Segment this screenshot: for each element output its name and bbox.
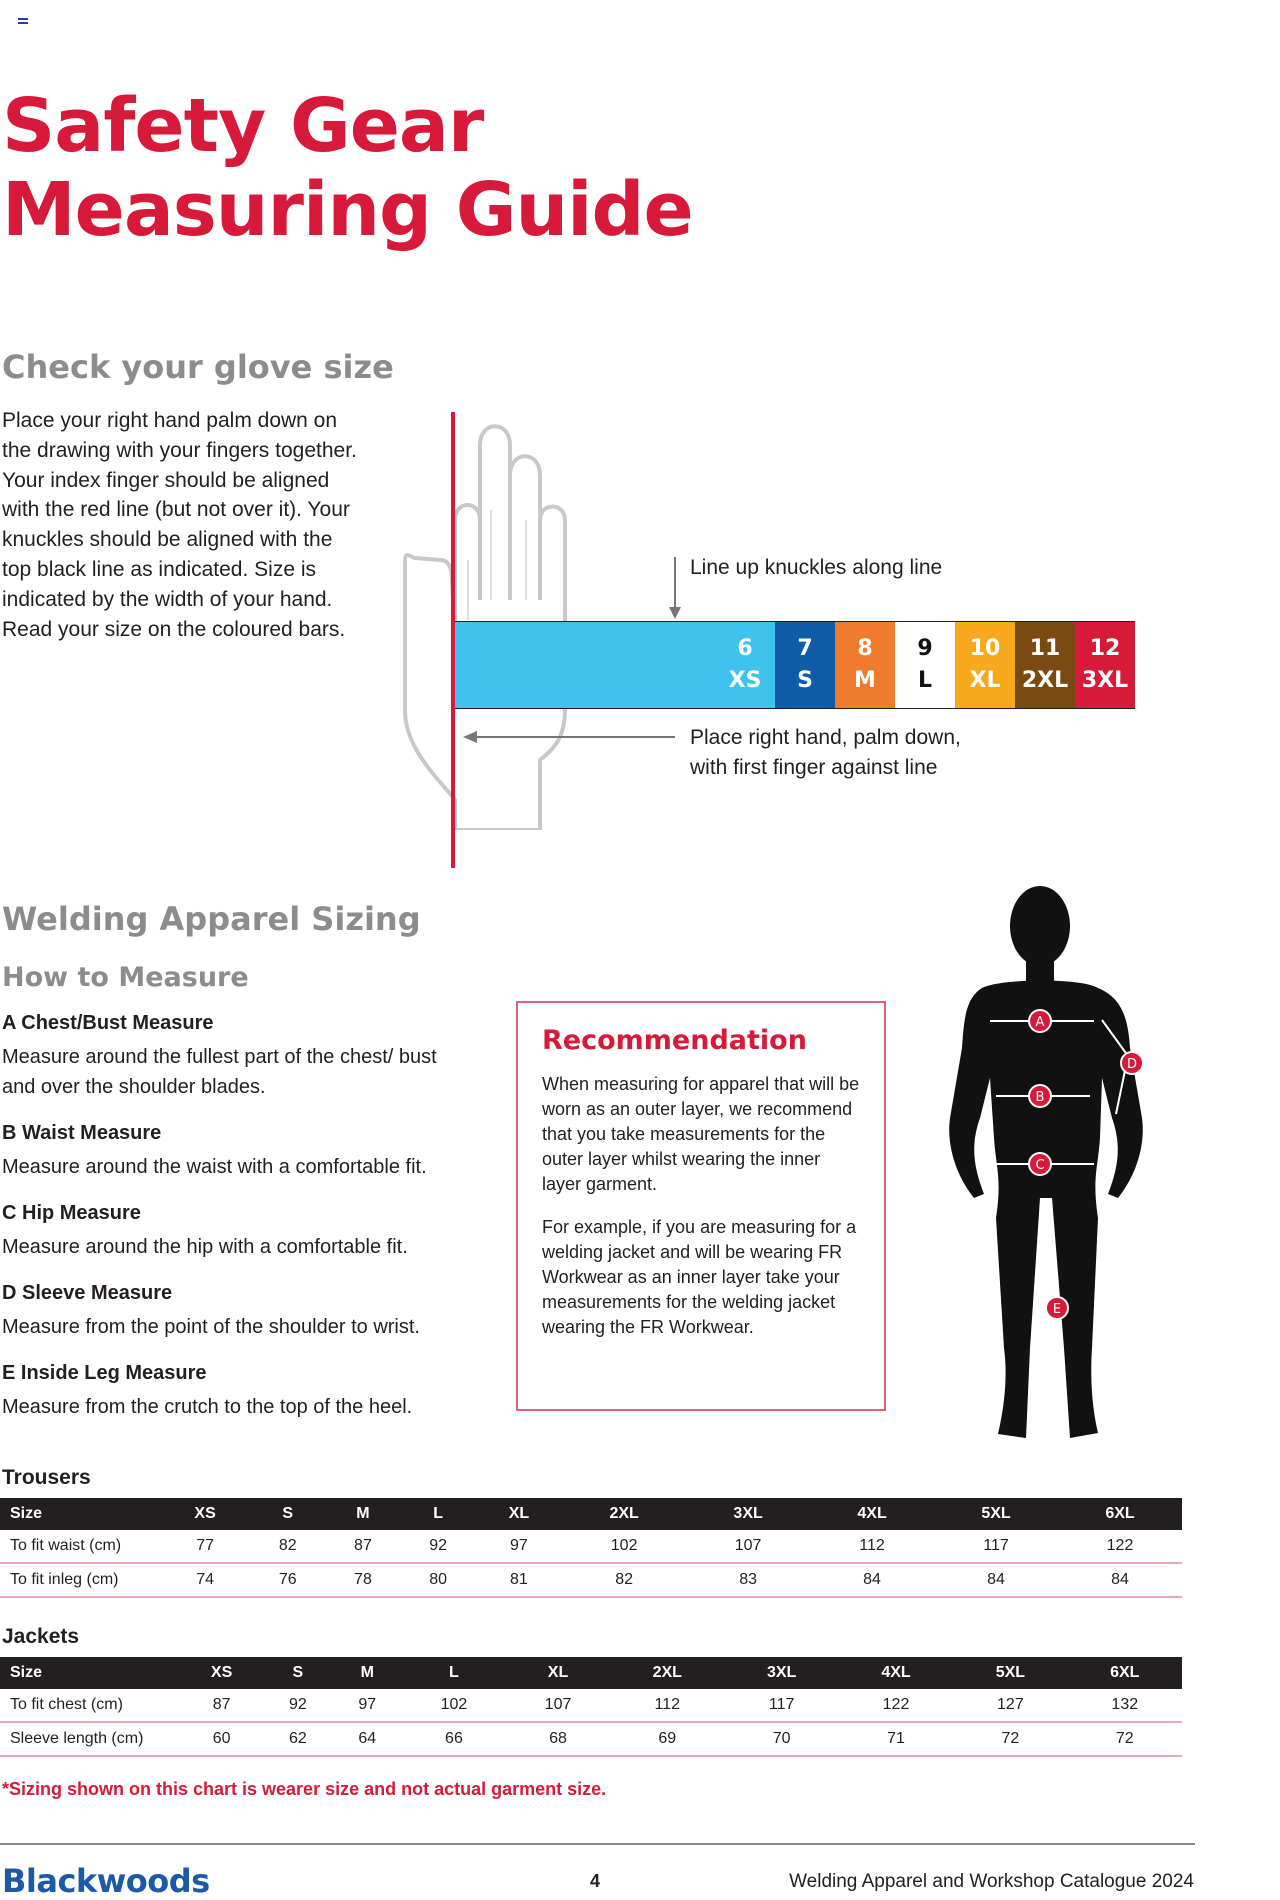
- measure-hip: [2, 1200, 482, 1262]
- table-cell: 107: [506, 1689, 610, 1722]
- measure-desc: Measure from the crutch to the top of the heel.: [2, 1396, 413, 1418]
- measure-chest: [2, 1010, 482, 1102]
- header-cell: 6XL: [1058, 1498, 1182, 1530]
- table-cell: To fit inleg (cm): [0, 1563, 160, 1597]
- size-label: 2XL: [1021, 668, 1069, 693]
- title-line-1: Safety Gear: [2, 83, 484, 169]
- recommendation-p1: When measuring for apparel that will be worn as an outer layer, we recommend that you take measurements for the outer layer whilst wearing the inner layer garment.: [542, 1074, 860, 1194]
- size-num: 8: [857, 636, 873, 661]
- glove-instructions: Place your right hand palm down on the drawing with your fingers together. Your index finger should be aligned with the red line (but not over it). Your knuckles should be aligned with the top black line as indicated. Size is indicated by the width of your hand. Read your size on the coloured bars.: [2, 409, 357, 641]
- table-cell: 84: [1058, 1563, 1182, 1597]
- hand-annotation-line-2: with first finger against line: [690, 756, 938, 779]
- table-cell: 87: [180, 1689, 263, 1722]
- table-row: [0, 1530, 1182, 1563]
- size-label: 3XL: [1081, 668, 1129, 693]
- table-row: [0, 1722, 1182, 1756]
- trousers-title: Trousers: [2, 1466, 91, 1489]
- measure-inside-leg: [2, 1360, 482, 1422]
- table-cell: 71: [839, 1722, 953, 1756]
- measure-sleeve: [2, 1280, 482, 1342]
- figure-label-b: B: [1035, 1090, 1045, 1105]
- page-title: [2, 84, 693, 252]
- table-header-row: [0, 1657, 1182, 1689]
- size-cell-3xl: [1075, 622, 1135, 708]
- header-cell: Size: [0, 1498, 160, 1530]
- table-cell: 117: [934, 1530, 1058, 1563]
- glove-heading: Check your glove size: [2, 348, 394, 386]
- header-cell: M: [325, 1498, 400, 1530]
- measure-title: D Sleeve Measure: [2, 1282, 173, 1304]
- table-cell: 112: [810, 1530, 934, 1563]
- table-header-row: [0, 1498, 1182, 1530]
- measure-desc: Measure around the fullest part of the chest/ bust and over the shoulder blades.: [2, 1046, 437, 1098]
- table-cell: 77: [160, 1530, 250, 1563]
- blackwoods-logo: Blackwoods: [2, 1862, 210, 1900]
- table-cell: 76: [250, 1563, 325, 1597]
- header-cell: 5XL: [934, 1498, 1058, 1530]
- header-cell: 2XL: [610, 1657, 724, 1689]
- table-cell: 64: [333, 1722, 402, 1756]
- how-to-heading: How to Measure: [2, 962, 249, 993]
- header-cell: 6XL: [1068, 1657, 1182, 1689]
- table-cell: 117: [724, 1689, 838, 1722]
- menu-icon[interactable]: [18, 18, 28, 26]
- table-cell: 107: [686, 1530, 810, 1563]
- table-cell: 82: [250, 1530, 325, 1563]
- table-cell: 97: [333, 1689, 402, 1722]
- trousers-table: [0, 1498, 1182, 1598]
- table-cell: 83: [686, 1563, 810, 1597]
- apparel-heading: Welding Apparel Sizing: [2, 900, 421, 938]
- table-cell: 78: [325, 1563, 400, 1597]
- header-cell: 5XL: [953, 1657, 1067, 1689]
- arrows-icon: [455, 555, 695, 755]
- page-number: 4: [590, 1871, 601, 1891]
- table-cell: 82: [562, 1563, 686, 1597]
- table-cell: To fit chest (cm): [0, 1689, 180, 1722]
- header-cell: S: [250, 1498, 325, 1530]
- footer-divider: [0, 1843, 1195, 1845]
- table-cell: 127: [953, 1689, 1067, 1722]
- table-cell: 92: [263, 1689, 332, 1722]
- table-cell: 62: [263, 1722, 332, 1756]
- header-cell: L: [402, 1657, 506, 1689]
- table-cell: 122: [1058, 1530, 1182, 1563]
- table-cell: 102: [562, 1530, 686, 1563]
- size-num: 10: [969, 636, 1001, 661]
- sizing-note: *Sizing shown on this chart is wearer size and not actual garment size.: [2, 1779, 607, 1799]
- size-num: 11: [1029, 636, 1061, 661]
- table-cell: 97: [476, 1530, 562, 1563]
- recommendation-box: [516, 1001, 886, 1411]
- measure-title: C Hip Measure: [2, 1202, 141, 1224]
- table-row: [0, 1563, 1182, 1597]
- table-cell: 87: [325, 1530, 400, 1563]
- table-cell: 69: [610, 1722, 724, 1756]
- knuckle-annotation: Line up knuckles along line: [690, 556, 943, 579]
- body-figure-icon: [922, 878, 1162, 1448]
- table-cell: 68: [506, 1722, 610, 1756]
- header-cell: M: [333, 1657, 402, 1689]
- table-cell: 72: [1068, 1722, 1182, 1756]
- table-cell: 84: [810, 1563, 934, 1597]
- size-num: 9: [917, 636, 933, 661]
- header-cell: L: [401, 1498, 476, 1530]
- table-cell: 122: [839, 1689, 953, 1722]
- size-label: L: [917, 668, 933, 693]
- table-cell: 84: [934, 1563, 1058, 1597]
- size-label: M: [854, 668, 876, 693]
- table-cell: 80: [401, 1563, 476, 1597]
- size-cell-xl: [955, 622, 1015, 708]
- header-cell: 4XL: [810, 1498, 934, 1530]
- size-cell-m: [835, 622, 895, 708]
- header-cell: XS: [180, 1657, 263, 1689]
- measure-waist: [2, 1120, 482, 1182]
- size-label: XS: [728, 668, 762, 693]
- table-cell: Sleeve length (cm): [0, 1722, 180, 1756]
- header-cell: 3XL: [686, 1498, 810, 1530]
- size-cell-2xl: [1015, 622, 1075, 708]
- header-cell: 4XL: [839, 1657, 953, 1689]
- table-cell: 66: [402, 1722, 506, 1756]
- table-cell: To fit waist (cm): [0, 1530, 160, 1563]
- header-cell: 3XL: [724, 1657, 838, 1689]
- figure-label-c: C: [1035, 1158, 1045, 1173]
- table-cell: 112: [610, 1689, 724, 1722]
- header-cell: 2XL: [562, 1498, 686, 1530]
- jackets-title: Jackets: [2, 1625, 80, 1648]
- hand-annotation-line-1: Place right hand, palm down,: [690, 726, 961, 749]
- measure-desc: Measure around the hip with a comfortable fit.: [2, 1236, 408, 1258]
- table-cell: 60: [180, 1722, 263, 1756]
- table-cell: 74: [160, 1563, 250, 1597]
- measure-desc: Measure from the point of the shoulder to wrist.: [2, 1316, 420, 1338]
- size-cell-s: [775, 622, 835, 708]
- header-cell: Size: [0, 1657, 180, 1689]
- measure-title: E Inside Leg Measure: [2, 1362, 207, 1384]
- recommendation-p2: For example, if you are measuring for a welding jacket and will be wearing FR Workwear as an inner layer take your measurements for the welding jacket wearing the FR Workwear.: [542, 1217, 857, 1337]
- measure-desc: Measure around the waist with a comfortable fit.: [2, 1156, 427, 1178]
- size-num: 6: [737, 636, 753, 661]
- header-cell: XL: [506, 1657, 610, 1689]
- table-cell: 81: [476, 1563, 562, 1597]
- measure-title: A Chest/Bust Measure: [2, 1012, 214, 1034]
- size-cell-l: [895, 622, 955, 708]
- figure-label-d: D: [1126, 1057, 1138, 1072]
- size-num: 7: [797, 636, 813, 661]
- catalogue-title: Welding Apparel and Workshop Catalogue 2024: [789, 1871, 1194, 1892]
- hand-annotation: [690, 723, 961, 783]
- recommendation-heading: Recommendation: [542, 1025, 807, 1056]
- table-cell: 70: [724, 1722, 838, 1756]
- table-cell: 102: [402, 1689, 506, 1722]
- figure-label-e: E: [1052, 1302, 1062, 1317]
- header-cell: S: [263, 1657, 332, 1689]
- size-label: XL: [969, 668, 1001, 693]
- figure-label-a: A: [1035, 1015, 1045, 1030]
- title-line-2: Measuring Guide: [2, 167, 693, 253]
- table-row: [0, 1689, 1182, 1722]
- table-cell: 132: [1068, 1689, 1182, 1722]
- jackets-table: [0, 1657, 1182, 1757]
- table-cell: 92: [401, 1530, 476, 1563]
- header-cell: XS: [160, 1498, 250, 1530]
- size-num: 12: [1089, 636, 1121, 661]
- header-cell: XL: [476, 1498, 562, 1530]
- table-cell: 72: [953, 1722, 1067, 1756]
- measure-title: B Waist Measure: [2, 1122, 162, 1144]
- size-label: S: [797, 668, 813, 693]
